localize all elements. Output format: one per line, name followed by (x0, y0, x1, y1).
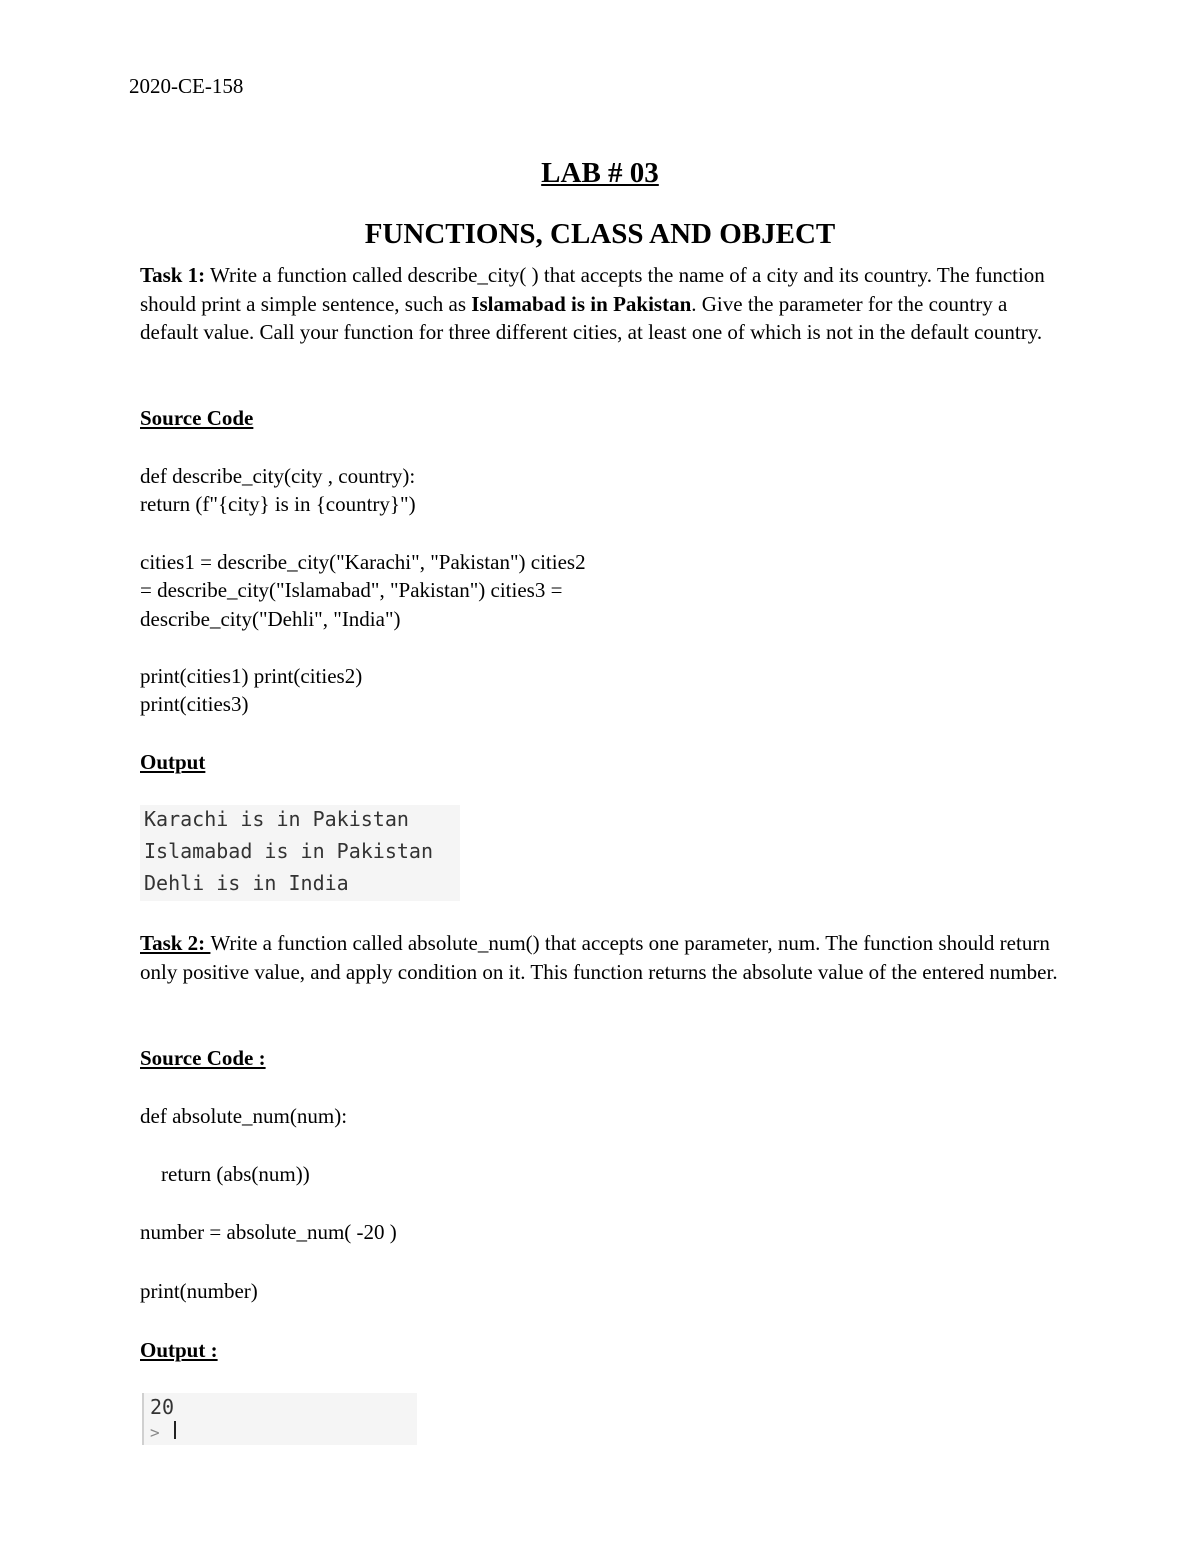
task1-code-line: def describe_city(city , country): (140, 464, 416, 488)
task2-output-console (142, 1393, 417, 1445)
task1-code-line: describe_city("Dehli", "India") (140, 607, 401, 631)
task2-label: Task 2: (140, 931, 211, 955)
task2-code-line: def absolute_num(num): (140, 1104, 348, 1128)
task1-code-line: return (f"{city} is in {country}") (140, 492, 416, 516)
task1-code-line: print(cities1) print(cities2) (140, 664, 363, 688)
text-cursor (174, 1421, 176, 1439)
task1-source-heading: Source Code (140, 406, 254, 430)
task1-code-line: = describe_city("Islamabad", "Pakistan") cities3 = (140, 578, 563, 602)
task2-code-line: number = absolute_num( -20 ) (140, 1220, 397, 1244)
task1-output-heading: Output (140, 750, 206, 774)
task1-output-console (140, 805, 460, 901)
task1-text-b: . Give the parameter for the country a default value. Call your function for three different cities, at least one of which is not in the default country. (140, 291, 1043, 344)
roll-number: 2020-CE-158 (129, 74, 244, 98)
output-line: Islamabad is in Pakistan (144, 839, 433, 863)
prompt-icon: > (150, 1423, 160, 1442)
lab-title: LAB # 03 (541, 157, 659, 189)
task1-description (140, 261, 1070, 347)
output-line: Karachi is in Pakistan (144, 807, 409, 831)
task1-text-a: Write a function called describe_city( ) that accepts the name of a city and its country. The function should print a simple sentence, such as (140, 263, 1045, 316)
output-line: Dehli is in India (144, 871, 349, 895)
task2-description (140, 929, 1070, 986)
task1-label: Task 1: (140, 263, 206, 287)
task1-example: Islamabad is in Pakistan (471, 291, 692, 316)
task1-code-line: cities1 = describe_city("Karachi", "Pakistan") cities2 (140, 550, 586, 574)
lab-subtitle: FUNCTIONS, CLASS AND OBJECT (364, 218, 836, 250)
task2-source-heading: Source Code : (140, 1046, 266, 1070)
task1-code-line: print(cities3) (140, 692, 249, 716)
task2-code-line: print(number) (140, 1279, 258, 1303)
output-line: 20 (150, 1395, 175, 1419)
task2-output-heading: Output : (140, 1338, 218, 1362)
task2-code-line: return (abs(num)) (140, 1162, 310, 1186)
task2-text: Write a function called absolute_num() that accepts one parameter, num. The function should return only positive value, and apply condition on it. This function returns the absolute value of the entered number. (140, 931, 1058, 984)
